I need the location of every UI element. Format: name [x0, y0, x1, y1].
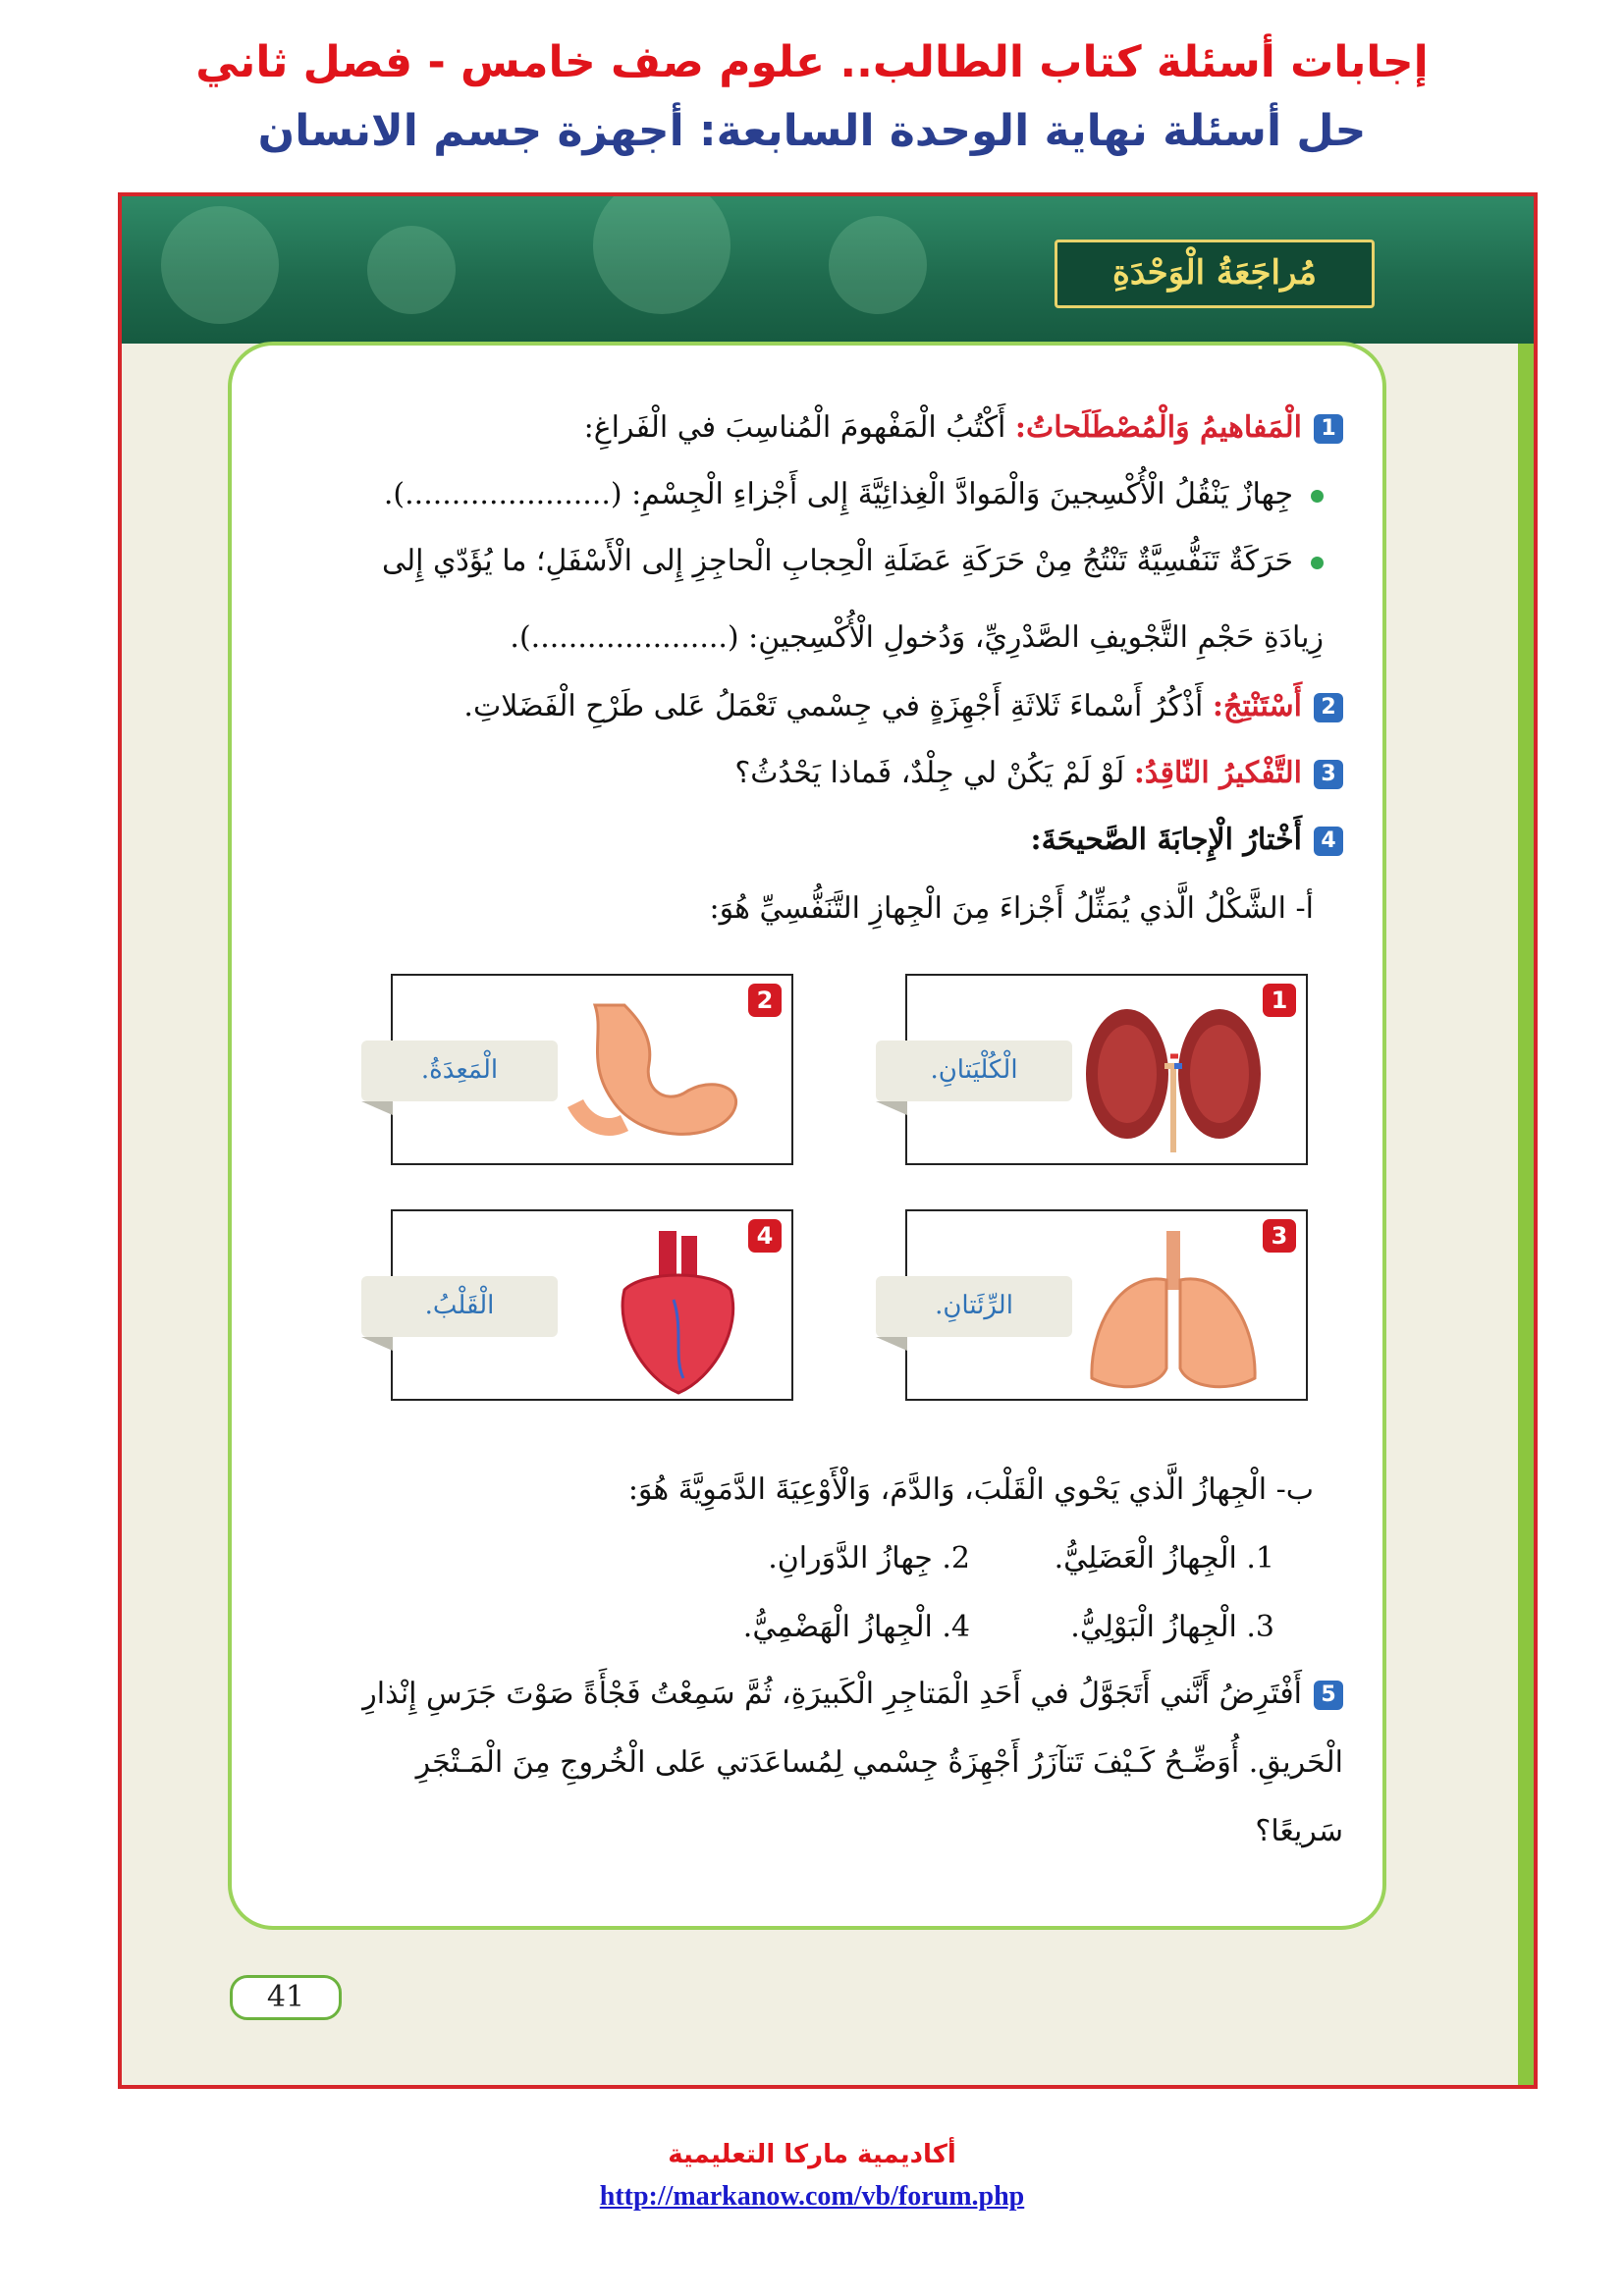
q5-line3: سَريعًا؟	[1255, 1814, 1343, 1848]
q1-number: 1	[1314, 414, 1343, 444]
stomach-icon	[566, 995, 752, 1152]
page-subtitle: حل أسئلة نهاية الوحدة السابعة: أجهزة جسم الانسان	[257, 106, 1367, 156]
unit-banner	[122, 196, 1538, 344]
worksheet-frame	[118, 192, 1538, 2089]
page-number: 41	[230, 1975, 342, 2020]
q5-line1-text: أَفْتَرِضُ أَنَّني أَتَجَوَّلُ في أَحَدِ الْمَتاجِرِ الْكَبيرَةِ، ثُمَّ سَمِعْتُ فَجْأَةً صَوْتَ جَرَسِ إِنْذارِ	[362, 1677, 1302, 1711]
q3	[734, 756, 1343, 790]
page-title: إجابات أسئلة كتاب الطالب.. علوم صف خامس - فصل ثاني	[195, 37, 1429, 87]
q2-number: 2	[1314, 693, 1343, 722]
q5-line1	[362, 1677, 1343, 1711]
q4-part-a: أ- الشَّكْلُ الَّذي يُمَثِّلُ أَجْزاءَ مِنَ الْجِهازِ التَّنَفُّسِيِّ هُوَ:	[709, 891, 1314, 926]
bullet-icon	[1311, 490, 1324, 503]
q1-item2	[382, 544, 1324, 578]
q2-label: أَسْتَنْتِجُ:	[1212, 689, 1302, 723]
q3-label: التَّفْكيرُ النّاقِدُ:	[1133, 756, 1302, 790]
option-number: 2	[748, 984, 782, 1017]
q4-option-1[interactable]: 1. الْجِهازُ الْعَضَلِيُّ.	[1054, 1541, 1274, 1575]
q4-label: أَخْتارُ الْإِجابَةَ الصَّحيحَةَ:	[1030, 823, 1302, 857]
unit-review-title: مُراجَعَةُ الْوَحْدَةِ	[1055, 240, 1375, 308]
q1-item2-line2: زِيادَةِ حَجْمِ التَّجْويفِ الصَّدْرِيِّ، وَدُخولِ الْأُكْسِجينِ: (.....................).	[510, 620, 1324, 655]
option-stomach[interactable]	[391, 974, 793, 1165]
q3-text: لَوْ لَمْ يَكُنْ لي جِلْدٌ، فَماذا يَحْدُثُ؟	[734, 756, 1125, 790]
option-lungs[interactable]	[905, 1209, 1308, 1401]
option-label: الْكُلْيَتانِ.	[876, 1041, 1072, 1101]
option-label: الْقَلْبُ.	[361, 1276, 558, 1337]
q1-label: الْمَفاهيمُ وَالْمُصْطَلَحاتُ:	[1014, 410, 1302, 445]
questions-card	[228, 342, 1386, 1930]
option-heart[interactable]	[391, 1209, 793, 1401]
footer-org: أكاديمية ماركا التعليمية	[668, 2140, 956, 2169]
q1-heading	[584, 410, 1343, 445]
option-kidneys[interactable]	[905, 974, 1308, 1165]
q5-number: 5	[1314, 1681, 1343, 1710]
q4-option-4[interactable]: 4. الْجِهازُ الْهَضْمِيُّ.	[742, 1610, 970, 1644]
q1-item1	[384, 477, 1324, 511]
option-number: 1	[1263, 984, 1296, 1017]
heart-icon	[605, 1231, 752, 1398]
q2	[463, 689, 1343, 723]
option-number: 3	[1263, 1219, 1296, 1253]
q5-line2: الْحَريقِ. أُوَضِّـحُ كَـيْفَ تَتآزَرُ أَجْهِزَةُ جِسْمي لِمُساعَدَتي عَلى الْخُروجِ مِنَ الْمَـتْجَرِ	[415, 1745, 1343, 1780]
bullet-icon	[1311, 557, 1324, 569]
q4-number: 4	[1314, 827, 1343, 856]
lungs-icon	[1080, 1231, 1267, 1393]
q4-option-2[interactable]: 2. جِهازُ الدَّوَرانِ.	[768, 1541, 970, 1575]
q4-option-3[interactable]: 3. الْجِهازُ الْبَوْلِيُّ.	[1070, 1610, 1274, 1644]
q4-part-b: ب- الْجِهازُ الَّذي يَحْوي الْقَلْبَ، وَالدَّمَ، وَالْأَوْعِيَةَ الدَّمَوِيَّةَ هُوَ:	[627, 1472, 1314, 1507]
q2-text: أَذْكُرُ أَسْماءَ ثَلاثَةِ أَجْهِزَةٍ في جِسْمي تَعْمَلُ عَلى طَرْحِ الْفَضَلاتِ.	[463, 689, 1204, 723]
option-number: 4	[748, 1219, 782, 1253]
q1-item2-line1: حَرَكَةٌ تَنَفُّسِيَّةٌ تَنْتُجُ مِنْ حَرَكَةِ عَضَلَةِ الْحِجابِ الْحاجِزِ إِلى الْأَسْفَلِ؛ ما يُؤَدّي إِلى	[381, 544, 1293, 578]
q4-heading	[1031, 823, 1343, 857]
q1-item1-text: جِهازٌ يَنْقُلُ الْأُكْسِجينَ وَالْمَوادَّ الْغِذائِيَّةَ إِلى أَجْزاءِ الْجِسْمِ: (......................).	[383, 477, 1293, 511]
footer-link[interactable]: http://markanow.com/vb/forum.php	[599, 2181, 1025, 2212]
option-label: الرِّئَتانِ.	[876, 1276, 1072, 1337]
option-label: الْمَعِدَةُ.	[361, 1041, 558, 1101]
q3-number: 3	[1314, 760, 1343, 789]
kidneys-icon	[1080, 995, 1267, 1152]
green-edge	[1518, 196, 1534, 2085]
q1-prompt: أَكْتُبُ الْمَفْهومَ الْمُناسِبَ في الْفَراغِ:	[583, 410, 1006, 445]
